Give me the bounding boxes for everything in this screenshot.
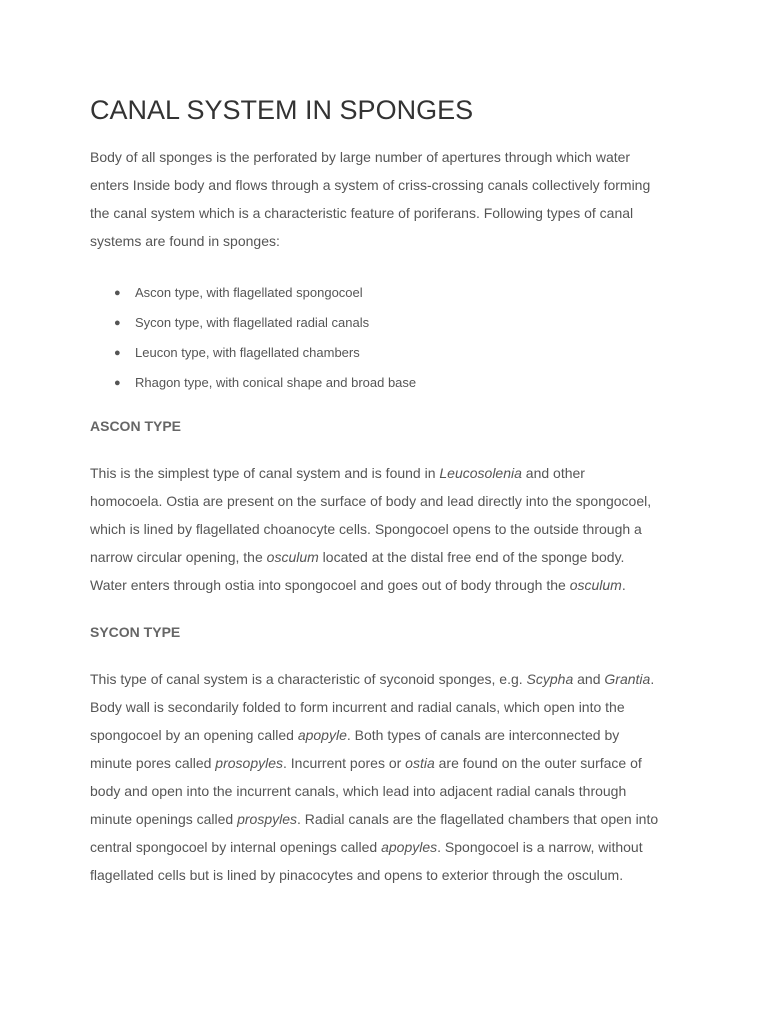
bullet-icon: ●	[114, 317, 121, 329]
intro-line: Body of all sponges is the perforated by large number of apertures through which water	[90, 149, 631, 165]
text-run: minute pores called	[90, 755, 216, 771]
text-run: . Incurrent pores or	[283, 755, 406, 771]
text-run: . Radial canals are the flagellated chambers that open into	[297, 811, 659, 827]
text-run: located at the distal free end of the sponge body.	[318, 549, 625, 565]
text-run: .	[621, 577, 626, 593]
term: osculum	[266, 549, 319, 565]
ascon-paragraph	[90, 459, 690, 599]
text-run: This type of canal system is a characteristic of syconoid sponges, e.g.	[90, 671, 527, 687]
sycon-paragraph	[90, 665, 690, 889]
term: ostia	[405, 755, 435, 771]
text-run: central spongocoel by internal openings called	[90, 839, 382, 855]
text-run: Body wall is secondarily folded to form incurrent and radial canals, which open into the	[90, 699, 625, 715]
list-item	[90, 372, 416, 402]
list-item-text: Sycon type, with flagellated radial canals	[135, 315, 370, 330]
list-item-text: Leucon type, with flagellated chambers	[135, 345, 360, 360]
list-item	[90, 342, 416, 372]
intro-line: the canal system which is a characteristic feature of poriferans. Following types of canal	[90, 205, 634, 221]
ascon-heading: ASCON TYPE	[90, 418, 182, 434]
text-run: and	[573, 671, 605, 687]
term: osculum	[569, 577, 622, 593]
canal-types-list	[90, 282, 416, 402]
term: apopyles	[381, 839, 438, 855]
text-run: spongocoel by an opening called	[90, 727, 298, 743]
bullet-icon: ●	[114, 377, 121, 389]
text-run: body and open into the incurrent canals, which lead into adjacent radial canals through	[90, 783, 627, 799]
text-run: narrow circular opening, the	[90, 549, 267, 565]
list-item-text: Rhagon type, with conical shape and broad base	[135, 375, 417, 390]
intro-line: systems are found in sponges:	[90, 233, 280, 249]
intro-paragraph	[90, 143, 690, 255]
text-run: . Spongocoel is a narrow, without	[437, 839, 643, 855]
text-run: homocoela. Ostia are present on the surface of body and lead directly into the spongocoel,	[90, 493, 652, 509]
genus-name: Leucosolenia	[439, 465, 522, 481]
text-run: flagellated cells but is lined by pinacocytes and opens to exterior through the osculum.	[90, 867, 624, 883]
genus-name: Grantia	[604, 671, 651, 687]
list-item-text: Ascon type, with flagellated spongocoel	[135, 285, 363, 300]
term: prospyles	[237, 811, 298, 827]
text-run: Water enters through ostia into spongocoel and goes out of body through the	[90, 577, 570, 593]
text-run: . Both types of canals are interconnected by	[346, 727, 620, 743]
page-title: CANAL SYSTEM IN SPONGES	[90, 95, 474, 125]
sycon-heading: SYCON TYPE	[90, 624, 181, 640]
list-item	[90, 312, 416, 342]
term: apopyle	[297, 727, 347, 743]
text-run: This is the simplest type of canal system and is found in	[90, 465, 440, 481]
text-run: .	[650, 671, 655, 687]
intro-line: enters Inside body and flows through a system of criss-crossing canals collectively forming	[90, 177, 651, 193]
text-run: and other	[521, 465, 585, 481]
genus-name: Scypha	[526, 671, 574, 687]
bullet-icon: ●	[114, 347, 121, 359]
text-run: minute openings called	[90, 811, 238, 827]
bullet-icon: ●	[114, 287, 121, 299]
list-item	[90, 282, 416, 312]
text-run: which is lined by flagellated choanocyte cells. Spongocoel opens to the outside through a	[90, 521, 642, 537]
text-run: are found on the outer surface of	[434, 755, 642, 771]
term: prosopyles	[215, 755, 283, 771]
